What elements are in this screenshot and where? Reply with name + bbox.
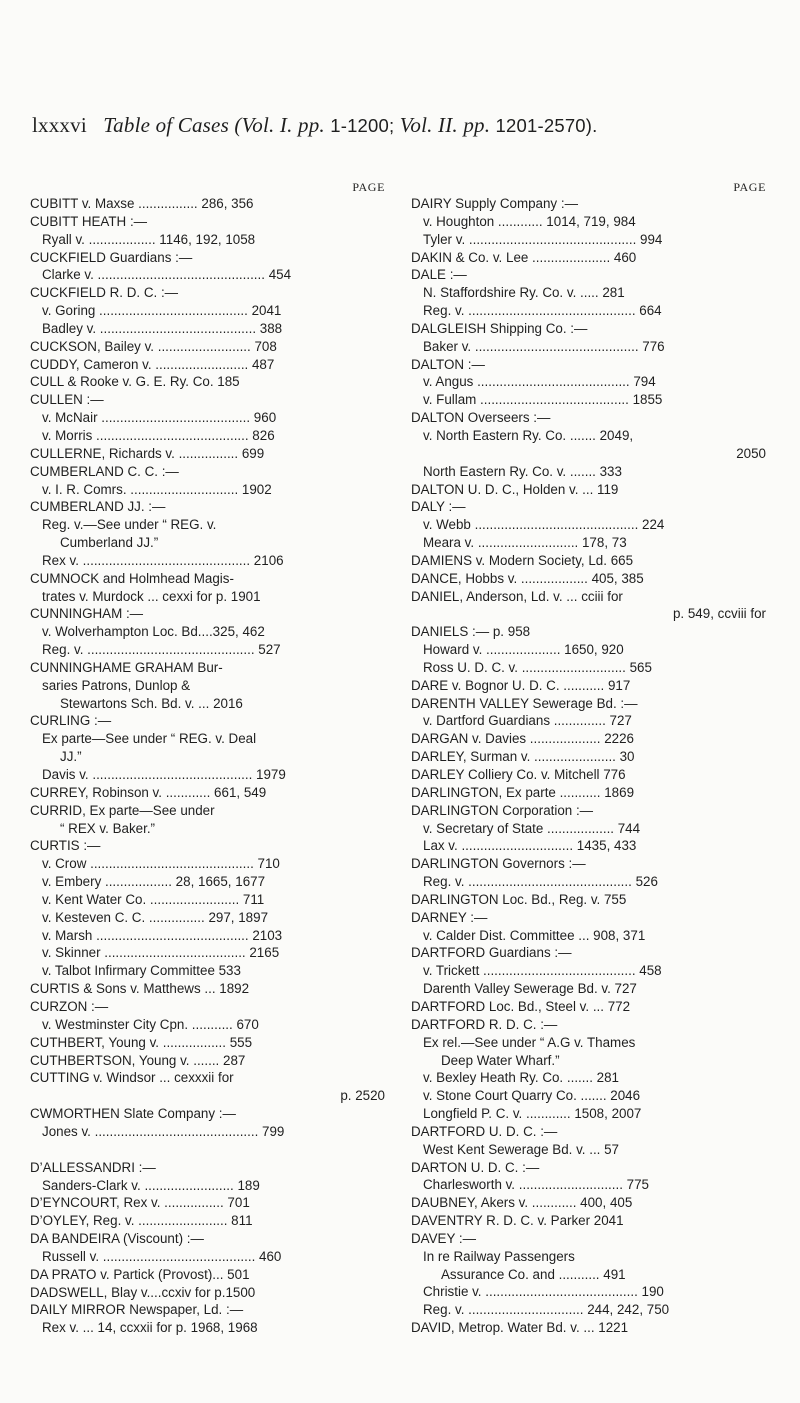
index-entry: Cumberland JJ.”	[60, 535, 159, 551]
index-entry: Meara v. ........................... 178, 73	[423, 535, 627, 551]
index-entry: v. Stone Court Quarry Co. ....... 2046	[423, 1088, 641, 1104]
index-entry: DALY :—	[411, 499, 466, 515]
index-entry: CUTHBERT, Young v. ................. 555	[30, 1034, 253, 1050]
header-title-part: Table of Cases (	[103, 113, 242, 137]
index-entry: DA BANDEIRA (Viscount) :—	[30, 1231, 204, 1247]
index-entry: 2050	[736, 445, 766, 461]
index-entry: v. Dartford Guardians .............. 727	[423, 713, 632, 729]
index-entry: Reg. v. ............................................ 526	[423, 874, 658, 890]
index-entry: Baker v. ............................................ 776	[423, 338, 665, 354]
index-entry: v. Crow ............................................ 710	[42, 856, 280, 872]
header-vol1-range: 1-1200;	[324, 115, 400, 136]
index-entry: Reg. v.—See under “ REG. v.	[42, 517, 217, 533]
index-entry: CUTTING v. Windsor ... cexxxii for	[30, 1070, 234, 1086]
index-entry: DARNEY :—	[411, 909, 488, 925]
index-entry: CURLING :—	[30, 713, 112, 729]
index-entry: Badley v. .......................................... 388	[42, 320, 283, 336]
index-entry: saries Patrons, Dunlop &	[42, 677, 191, 693]
index-entry: DARLEY Colliery Co. v. Mitchell 776	[411, 767, 626, 782]
index-entry: Darenth Valley Sewerage Bd. v. 727	[423, 981, 637, 997]
index-entry: v. Morris ......................................... 826	[42, 427, 275, 443]
index-entry: DARTFORD Loc. Bd., Steel v. ... 772	[411, 998, 631, 1014]
index-entry: CURRID, Ex parte—See under	[30, 802, 215, 818]
index-entry: v. Wolverhampton Loc. Bd....325, 462	[42, 624, 265, 640]
page-column-label: PAGE	[733, 180, 766, 194]
index-entry: CULLEN :—	[30, 392, 104, 408]
index-entry: CURZON :—	[30, 998, 109, 1014]
index-entry: CUBITT v. Maxse ................ 286, 356	[30, 196, 254, 211]
index-entry: DANIELS :— p. 958	[411, 624, 531, 640]
index-entry: Longfield P. C. v. ............ 1508, 2007	[423, 1106, 642, 1122]
index-column-right	[411, 180, 766, 1337]
index-entry: Ex parte—See under “ REG. v. Deal	[42, 731, 257, 747]
index-entry: DAVEY :—	[411, 1230, 476, 1246]
index-entry: CURTIS :—	[30, 838, 101, 854]
index-entry: v. North Eastern Ry. Co. ....... 2049,	[423, 427, 634, 443]
index-entry: “ REX v. Baker.”	[60, 820, 155, 836]
index-entry: Reg. v. ............................................. 664	[423, 303, 662, 319]
index-entry: p. 2520	[340, 1088, 385, 1104]
running-header	[32, 113, 792, 138]
index-entry: Rex v. ............................................. 2106	[42, 552, 284, 568]
index-entry: D’OYLEY, Reg. v. ........................ 811	[30, 1213, 253, 1229]
index-entry: DARE v. Bognor U. D. C. ........... 917	[411, 677, 631, 693]
index-entry: DAUBNEY, Akers v. ............ 400, 405	[411, 1195, 633, 1211]
index-entry: trates v. Murdock ... cexxi for p. 1901	[42, 588, 261, 604]
index-entry: CUMNOCK and Holmhead Magis-	[30, 570, 234, 586]
index-entry: CUBITT HEATH :—	[30, 213, 148, 229]
index-entry: DAMIENS v. Modern Society, Ld. 665	[411, 552, 634, 568]
index-entry: Ex rel.—See under “ A.G v. Thames	[423, 1034, 636, 1050]
index-entry: Christie v. ......................................... 190	[423, 1284, 664, 1300]
index-entry: DAKIN & Co. v. Lee ..................... 460	[411, 249, 637, 265]
index-entry: DARGAN v. Davies ................... 2226	[411, 731, 634, 747]
index-entry: DALTON Overseers :—	[411, 410, 551, 426]
index-entry: v. Westminster City Cpn. ........... 670	[42, 1016, 259, 1032]
index-entry: v. Trickett ......................................... 458	[423, 963, 662, 979]
index-entry: Reg. v. ............................... 244, 242, 750	[423, 1302, 670, 1318]
index-entry: D’EYNCOURT, Rex v. ................ 701	[30, 1195, 250, 1211]
index-entry: CULLERNE, Richards v. ................ 699	[30, 445, 265, 461]
index-entry: DARTFORD U. D. C. :—	[411, 1123, 558, 1139]
index-entry: DAILY MIRROR Newspaper, Ld. :—	[30, 1302, 244, 1318]
index-entry: p. 549, ccviii for	[672, 606, 766, 622]
page-column-label: PAGE	[352, 180, 385, 194]
index-entry: CULL & Rooke v. G. E. Ry. Co. 185	[30, 374, 240, 390]
index-entry: v. Embery .................. 28, 1665, 1677	[42, 874, 266, 890]
header-vol2: Vol. II. pp.	[399, 113, 491, 137]
index-entry: CUNNINGHAME GRAHAM Bur-	[30, 659, 223, 675]
index-entry: DARLEY, Surman v. ...................... 30	[411, 749, 635, 765]
index-entry: v. Secretary of State .................. 744	[423, 820, 641, 836]
index-entry: Tyler v. ............................................. 994	[423, 231, 663, 247]
index-entry: DARLINGTON Loc. Bd., Reg. v. 755	[411, 891, 627, 907]
entry-list	[411, 195, 766, 1337]
index-entry: Charlesworth v. ............................ 775	[423, 1177, 649, 1193]
index-entry: CURREY, Robinson v. ............ 661, 549	[30, 784, 267, 800]
index-entry: West Kent Sewerage Bd. v. ... 57	[423, 1141, 620, 1157]
index-entry: Howard v. .................... 1650, 920	[423, 642, 624, 658]
index-entry: v. Bexley Heath Ry. Co. ....... 281	[423, 1070, 619, 1086]
index-entry: v. Talbot Infirmary Committee 533	[42, 963, 241, 979]
index-entry: Jones v. ............................................ 799	[42, 1123, 285, 1139]
index-entry: Reg. v. ............................................. 527	[42, 642, 281, 658]
index-entry: Assurance Co. and ........... 491	[441, 1266, 626, 1282]
index-entry: v. Calder Dist. Committee ... 908, 371	[423, 927, 646, 943]
index-entry: DAIRY Supply Company :—	[411, 196, 578, 211]
index-entry: Davis v. ........................................... 1979	[42, 767, 286, 782]
index-entry: JJ.”	[60, 749, 82, 765]
index-entry: DA PRATO v. Partick (Provost)... 501	[30, 1266, 250, 1282]
index-entry: Deep Water Wharf.”	[441, 1052, 560, 1068]
index-entry: DARLINGTON Governors :—	[411, 856, 586, 872]
index-entry: CUTHBERTSON, Young v. ....... 287	[30, 1052, 246, 1068]
index-entry: In re Railway Passengers	[423, 1248, 575, 1264]
index-entry: v. McNair ........................................ 960	[42, 410, 277, 426]
index-entry: DAVID, Metrop. Water Bd. v. ... 1221	[411, 1320, 629, 1336]
entry-list	[30, 195, 385, 1337]
index-entry: CUDDY, Cameron v. ......................... 487	[30, 356, 275, 372]
index-entry: CUMBERLAND C. C. :—	[30, 463, 179, 479]
index-entry: Sanders-Clark v. ........................ 189	[42, 1177, 260, 1193]
index-entry: v. Webb ............................................ 224	[423, 517, 665, 533]
index-entry: DARENTH VALLEY Sewerage Bd. :—	[411, 695, 638, 711]
index-entry: DAVENTRY R. D. C. v. Parker 2041	[411, 1213, 624, 1229]
index-entry: CUNNINGHAM :—	[30, 606, 144, 622]
index-entry: DARTFORD Guardians :—	[411, 945, 572, 961]
page-number: lxxxvi	[32, 113, 87, 137]
index-entry: Ross U. D. C. v. ............................ 565	[423, 659, 652, 675]
index-entry: CUMBERLAND JJ. :—	[30, 499, 166, 515]
index-entry: DALE :—	[411, 267, 467, 283]
index-entry: DANCE, Hobbs v. .................. 405, 385	[411, 570, 644, 586]
index-entry: D’ALLESSANDRI :—	[30, 1159, 156, 1175]
index-entry: v. Angus ......................................... 794	[423, 374, 656, 390]
index-entry: v. Skinner ...................................... 2165	[42, 945, 280, 961]
index-entry: CWMORTHEN Slate Company :—	[30, 1106, 236, 1122]
index-entry: DARTFORD R. D. C. :—	[411, 1016, 558, 1032]
index-entry: DARLINGTON Corporation :—	[411, 802, 594, 818]
index-entry: CUCKSON, Bailey v. ......................... 708	[30, 338, 277, 354]
index-entry: CURTIS & Sons v. Matthews ... 1892	[30, 981, 250, 997]
index-entry: Clarke v. ............................................. 454	[42, 267, 292, 283]
index-entry: v. Houghton ............ 1014, 719, 984	[423, 213, 636, 229]
index-entry: DALGLEISH Shipping Co. :—	[411, 320, 588, 336]
index-entry: DANIEL, Anderson, Ld. v. ... cciii for	[411, 588, 623, 604]
header-vol2-range: 1201-2570).	[490, 115, 598, 136]
index-entry: CUCKFIELD Guardians :—	[30, 249, 193, 265]
index-entry: Lax v. .............................. 1435, 433	[423, 838, 637, 854]
index-entry: v. Fullam ........................................ 1855	[423, 392, 663, 408]
index-entry: DALTON :—	[411, 356, 485, 372]
index-entry: v. Kent Water Co. ........................ 711	[42, 891, 265, 907]
index-entry: DARTON U. D. C. :—	[411, 1159, 540, 1175]
index-entry: DADSWELL, Blay v....ccxiv for p.1500	[30, 1284, 256, 1300]
index-column-left	[30, 180, 385, 1337]
index-entry: v. Marsh ......................................... 2103	[42, 927, 283, 943]
index-entry: Ryall v. .................. 1146, 192, 1058	[42, 231, 256, 247]
index-entry: Rex v. ... 14, ccxxii for p. 1968, 1968	[42, 1320, 258, 1336]
header-vol1: Vol. I. pp.	[241, 113, 325, 137]
index-entry: v. Goring ........................................ 2041	[42, 303, 282, 319]
index-entry: CUCKFIELD R. D. C. :—	[30, 285, 179, 301]
index-entry: DARLINGTON, Ex parte ........... 1869	[411, 784, 635, 800]
index-entry: v. I. R. Comrs. ............................. 1902	[42, 481, 272, 497]
index-entry: v. Kesteven C. C. ............... 297, 1897	[42, 909, 269, 925]
index-entry: N. Staffordshire Ry. Co. v. ..... 281	[423, 285, 625, 301]
index-entry: North Eastern Ry. Co. v. ....... 333	[423, 463, 622, 479]
index-entry: Stewartons Sch. Bd. v. ... 2016	[60, 695, 243, 711]
index-entry: DALTON U. D. C., Holden v. ... 119	[411, 481, 619, 497]
index-entry: Russell v. ......................................... 460	[42, 1248, 282, 1264]
